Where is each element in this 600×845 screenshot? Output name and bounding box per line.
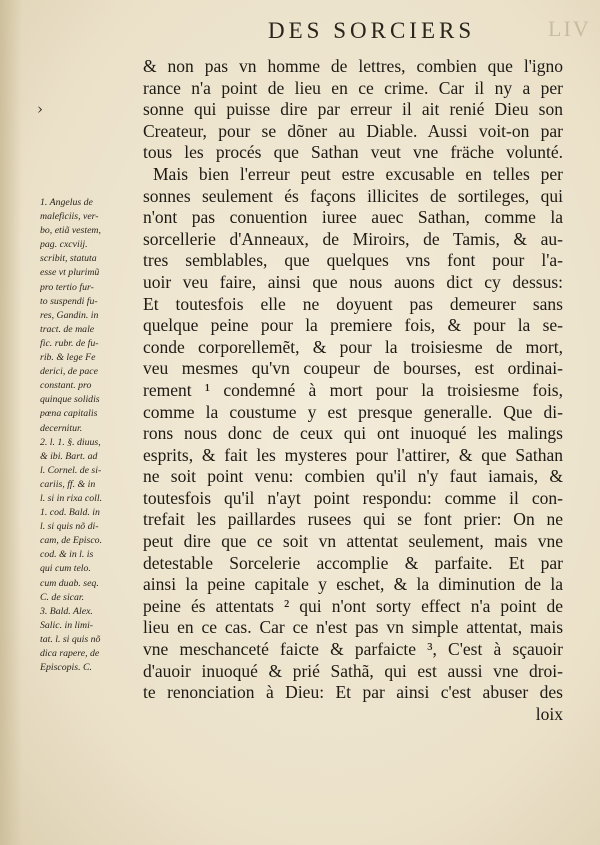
text-line: tous les procés que Sathan veut vne fräche volunté. <box>143 142 563 163</box>
text-line: d'auoir inuoqué & prié Sathã, qui est aussi vne droi- <box>143 660 563 681</box>
text-line: detestable Sorcelerie accomplie & parfaite. Et par <box>143 552 563 573</box>
running-title: DES SORCIERS <box>268 18 476 43</box>
folio-number: LIV <box>548 16 591 41</box>
main-text-block <box>143 56 563 725</box>
text-line: conde corporellemẽt, & pour la troisiesme de mort, <box>143 336 563 357</box>
marginal-note-line: 1. Angelus de <box>40 197 93 208</box>
text-line: sorcellerie d'Anneaux, de Miroirs, de Tamis, & au- <box>143 228 563 249</box>
marginal-note-line: 3. Bald. Alex. <box>40 605 93 617</box>
page-gutter-shadow <box>0 0 22 845</box>
marginal-note-line: to suspendi fu- <box>40 295 98 307</box>
marginal-note-line: constant. pro <box>40 380 92 392</box>
text-line: loix <box>535 703 563 724</box>
marginal-note-line: decernitur. <box>40 422 83 434</box>
marginal-note-line: 2. l. 1. §. diuus, <box>40 436 101 448</box>
marginal-note-line: cam, de Episco. <box>40 535 103 547</box>
marginal-note-line: maleficiis, ver- <box>40 211 99 223</box>
marginal-note-line: 1. cod. Bald. in <box>40 507 100 519</box>
text-line: uoir veu faire, ainsi que nous auons dict cy dessus: <box>143 271 563 292</box>
text-line: comme la coustume y est presque generalle. Que di- <box>143 401 563 422</box>
marginal-note-line: quinque solidis <box>40 394 100 406</box>
text-line: toutesfois qu'il n'ayt point respondu: comme il con- <box>143 487 563 508</box>
marginal-note-line: scribit, statuta <box>40 253 97 265</box>
text-line: ainsi la peine capitale y eschet, & la diminution de la <box>143 574 563 595</box>
text-line: lieu en ce cas. Car ce n'est pas vn simple attentat, mais <box>143 617 563 638</box>
marginal-note-line: cod. & in l. is <box>40 549 94 561</box>
page-header <box>0 10 600 50</box>
marginal-note-line: cum duab. seq. <box>40 577 99 589</box>
marginal-note-line: cariis, ff. & in <box>40 478 96 490</box>
marginal-notes <box>40 196 148 675</box>
marginal-note-line: l. si in rixa coll. <box>40 492 103 504</box>
marginal-note-line: pœna capitalis <box>40 408 98 420</box>
text-line: quelque peine pour la premiere fois, & pour la se- <box>143 315 563 336</box>
text-line: veu mesmes qu'vn coupeur de bourses, est ordinai- <box>143 358 563 379</box>
text-line: sonnes seulement és façons illicites de sortileges, qui <box>143 185 563 206</box>
text-line: te renonciation à Dieu: Et par ainsi c'est abuser des <box>143 682 563 703</box>
marginal-note-line: Salic. in limi- <box>40 619 94 631</box>
marginal-note-line: tract. de male <box>40 323 95 335</box>
text-line: n'ont pas conuention iuree auec Sathan, comme la <box>143 207 563 228</box>
text-line: rance n'a point de lieu en ce crime. Car il ny a per <box>143 77 563 98</box>
marginal-note-line: pag. cxcviij. <box>40 239 88 251</box>
marginal-note-line: C. de sicar. <box>40 591 85 603</box>
marginal-note-line: Episcopis. C. <box>40 662 92 674</box>
text-line: esprits, & fait les mysteres pour l'attirer, & que Sathan <box>143 444 563 465</box>
marginal-note-line: pro tertio fur- <box>40 281 94 293</box>
text-line: Mais bien l'erreur peut estre excusable en telles per <box>153 163 563 184</box>
text-line: rement ¹ condemné à mort pour la troisiesme fois, <box>143 379 563 400</box>
text-line: vne meschanceté faicte & parfaicte ³, C'est à sçauoir <box>143 639 563 660</box>
text-line: peut dire que ce soit vn attentat seulement, mais vne <box>143 531 563 552</box>
marginal-note-line: fic. rubr. de fu- <box>40 337 99 349</box>
text-line: & non pas vn homme de lettres, combien que l'igno <box>143 56 563 76</box>
text-line: Et toutesfois elle ne doyuent pas demeurer sans <box>143 293 563 314</box>
marginal-note-line: l. si quis nõ di- <box>40 521 99 533</box>
marginal-note-line: rib. & lege Fe <box>40 352 96 364</box>
marginal-note-line: l. Cornel. de si- <box>40 464 102 476</box>
text-line: trefait les paillardes rusees qui se font prier: On ne <box>143 509 563 530</box>
marginal-note-line: & ibi. Bart. ad <box>40 450 98 462</box>
text-line: Createur, pour se dõner au Diable. Aussi voit-on par <box>143 120 563 141</box>
marginal-note-line: res, Gandin. in <box>40 309 99 321</box>
text-line: rons nous donc de ceux qui ont inuoqué les malings <box>143 423 563 444</box>
marginal-note-line: bo, etiã vestem, <box>40 225 101 237</box>
marginal-note-line: esse vt plurimũ <box>40 267 100 279</box>
marginal-note-line: dica rapere, de <box>40 648 100 659</box>
marginal-note-line: derici, de pace <box>40 366 98 378</box>
marginal-note-line: qui cum telo. <box>40 563 91 575</box>
text-line: sonne qui puisse dire par erreur il ait renié Dieu son <box>143 99 563 120</box>
text-line: ne soit point venu: combien qu'il n'y faut iamais, & <box>143 466 563 487</box>
text-line: peine és attentats ² qui n'ont sorty effect n'a point de <box>143 595 563 616</box>
text-line: tres semblables, que quelques vns font pour l'a- <box>143 250 563 271</box>
marginal-note-line: tat. l. si quis nõ <box>40 633 101 645</box>
margin-marker: › <box>37 100 43 118</box>
